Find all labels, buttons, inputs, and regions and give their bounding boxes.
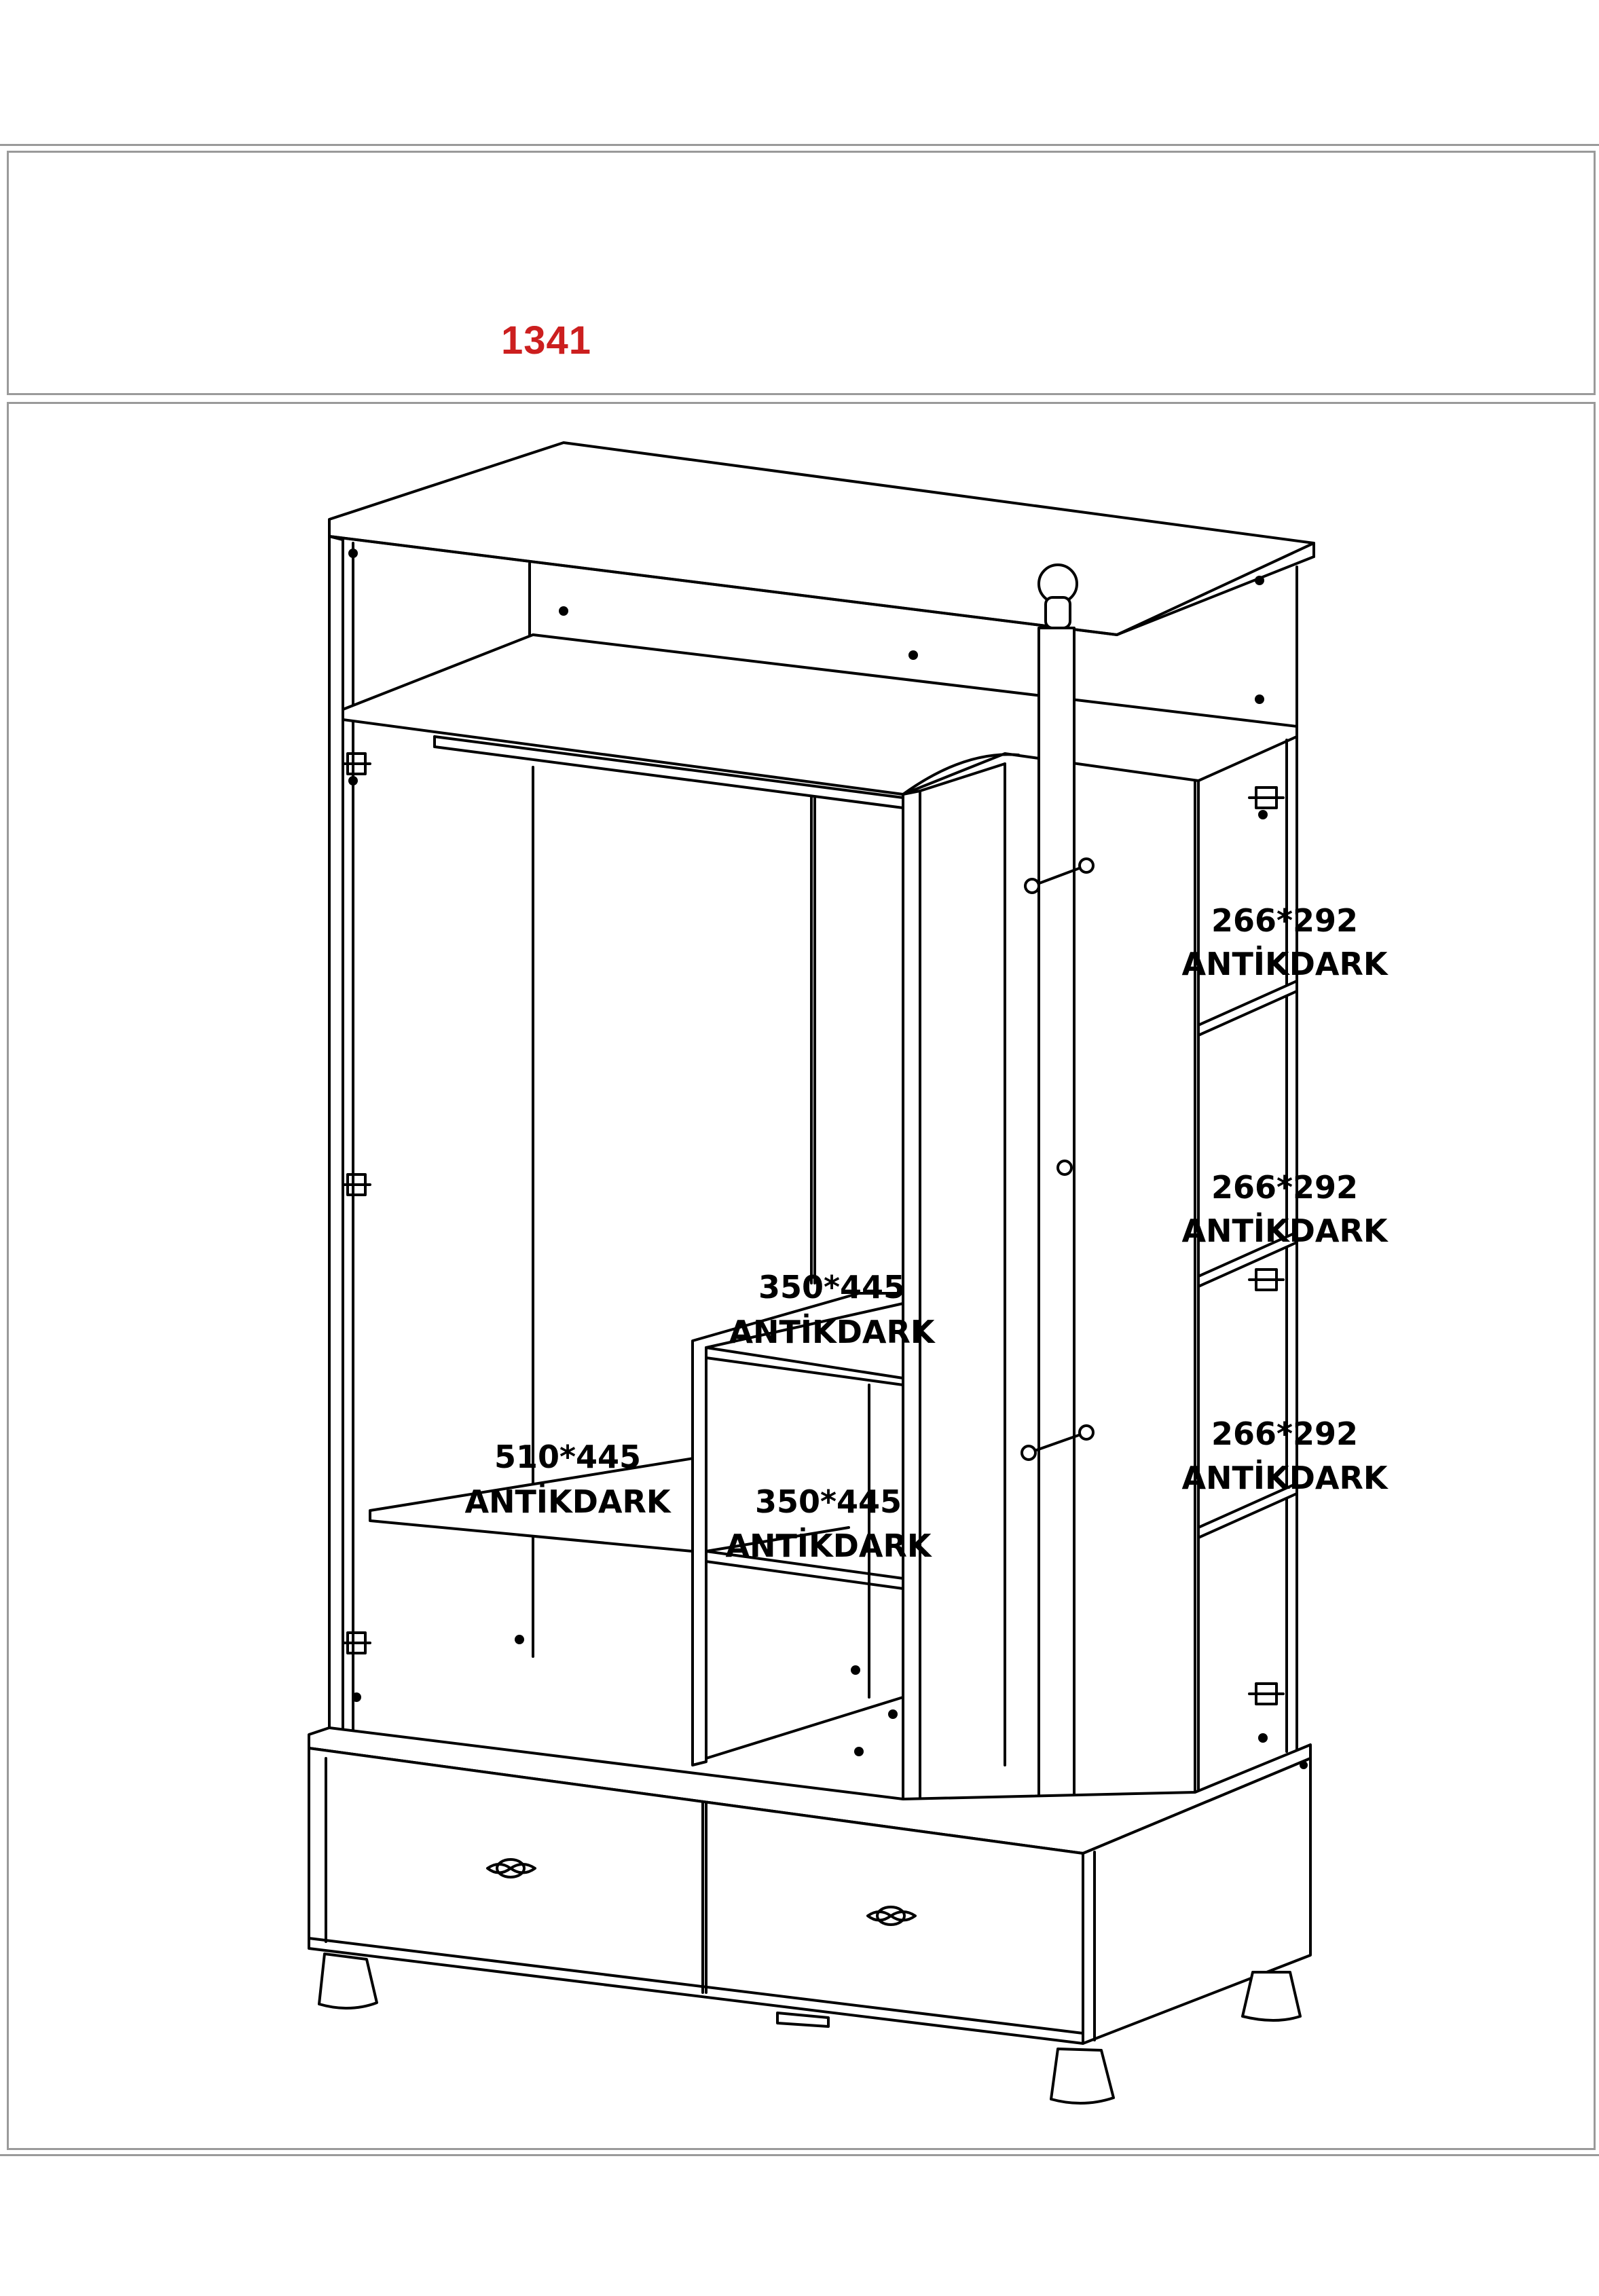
- label-center-bot-material: ANTİKDARK: [725, 1527, 932, 1564]
- center-divider: [903, 791, 920, 1802]
- label-right-mid-material: ANTİKDARK: [1181, 1212, 1388, 1249]
- label-center-bot-size: 350*445: [754, 1483, 902, 1520]
- leg-front-left: [319, 1954, 377, 2008]
- label-center-top-size: 350*445: [758, 1269, 906, 1306]
- upper-shelf: [343, 635, 1297, 794]
- hinge-icon: [343, 1633, 370, 1653]
- leg-back-right: [1243, 1972, 1300, 2020]
- hinge-icon: [1249, 1684, 1283, 1704]
- label-right-bot-size: 266*292: [1211, 1415, 1359, 1452]
- hinge-icon: [343, 754, 370, 774]
- label-right-top-size: 266*292: [1211, 902, 1359, 939]
- leg-front-right: [1051, 2049, 1114, 2103]
- model-code: 1341: [501, 318, 592, 363]
- top-board: [329, 443, 1314, 635]
- label-right-bot-material: ANTİKDARK: [1181, 1460, 1388, 1496]
- label-left-size: 510*445: [494, 1439, 642, 1475]
- label-right-top-material: ANTİKDARK: [1181, 946, 1388, 982]
- hinge-icon: [1249, 1270, 1283, 1290]
- left-side-panel: [329, 536, 343, 1731]
- hinge-icon: [343, 1174, 370, 1195]
- label-left-material: ANTİKDARK: [464, 1483, 671, 1520]
- label-center-top-material: ANTİKDARK: [729, 1314, 935, 1350]
- hinge-icon: [1249, 788, 1283, 808]
- label-right-mid-size: 266*292: [1211, 1169, 1359, 1206]
- coat-pole: [1039, 628, 1074, 1819]
- leg-back-left: [777, 2013, 828, 2026]
- right-shelf-1: [1198, 981, 1297, 1035]
